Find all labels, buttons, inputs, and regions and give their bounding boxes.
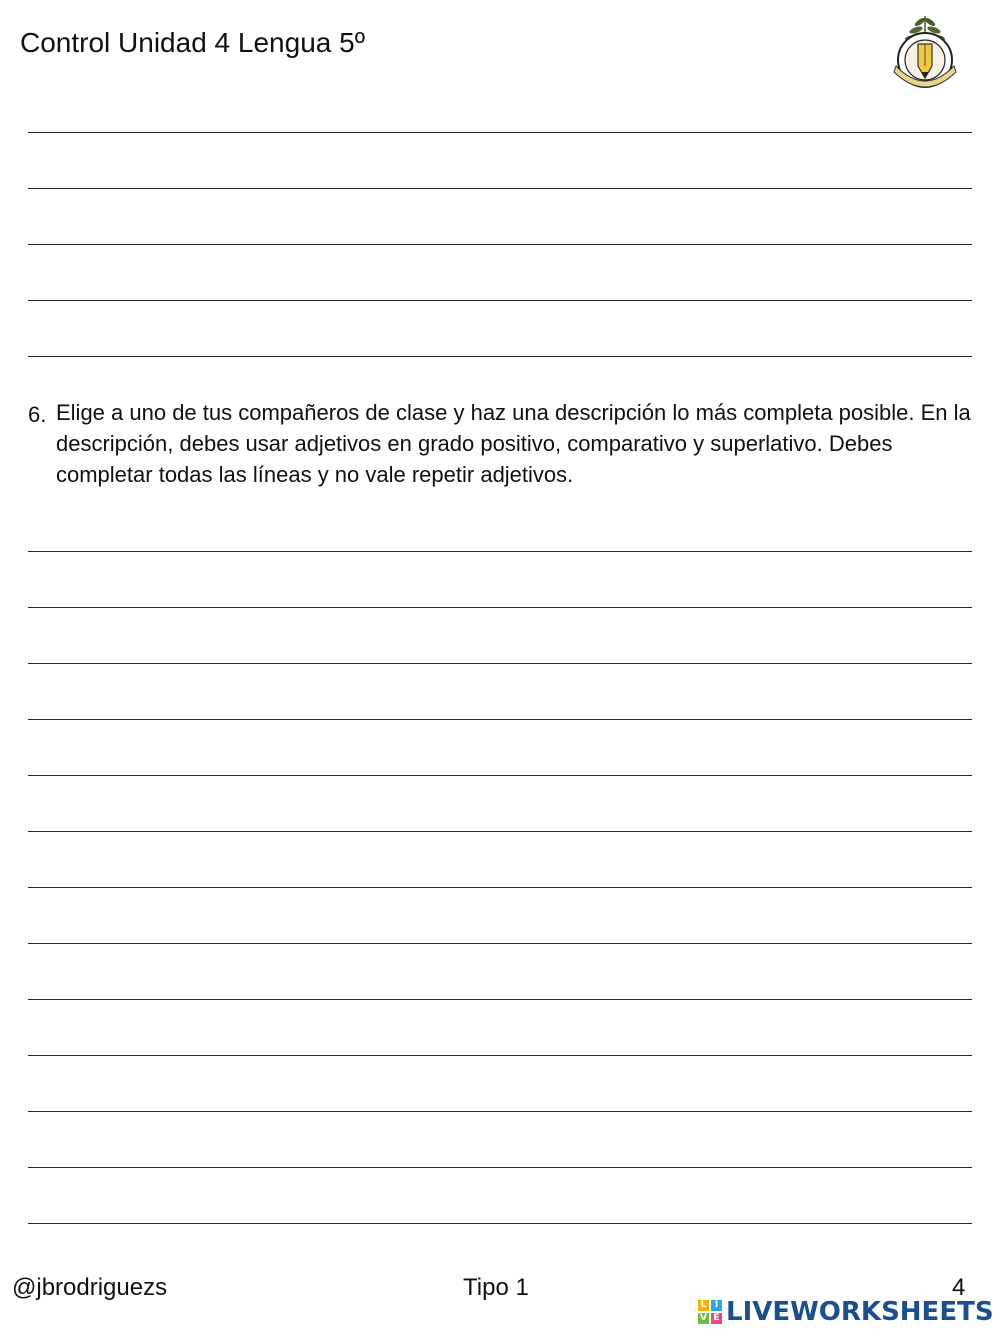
writing-line[interactable] <box>28 719 972 720</box>
writing-line[interactable] <box>28 356 972 357</box>
writing-line[interactable] <box>28 1167 972 1168</box>
logo-block: E <box>711 1313 722 1324</box>
writing-line[interactable] <box>28 775 972 776</box>
worksheet-type: Tipo 1 <box>463 1274 529 1301</box>
writing-line[interactable] <box>28 1223 972 1224</box>
writing-line[interactable] <box>28 1111 972 1112</box>
logo-block: I <box>711 1300 722 1311</box>
page-number: 4 <box>952 1274 966 1301</box>
school-crest-icon <box>890 10 960 92</box>
logo-block: V <box>698 1313 709 1324</box>
liveworksheets-watermark <box>698 1297 994 1327</box>
writing-line[interactable] <box>28 132 972 133</box>
writing-line[interactable] <box>28 607 972 608</box>
writing-line[interactable] <box>28 999 972 1000</box>
watermark-text: LIVEWORKSHEETS <box>726 1297 994 1327</box>
writing-line[interactable] <box>28 244 972 245</box>
author-handle: @jbrodriguezs <box>12 1274 168 1301</box>
question-text: Elige a uno de tus compañeros de clase y haz una descripción lo más completa posible. En la descripción, debes usar adjetivos en grado positivo, comparativo y superlativo. Debes completar todas las líneas y no vale repetir adjetivos. <box>56 400 971 487</box>
writing-line[interactable] <box>28 188 972 189</box>
writing-line[interactable] <box>28 1055 972 1056</box>
writing-line[interactable] <box>28 831 972 832</box>
logo-block: L <box>698 1300 709 1311</box>
writing-line[interactable] <box>28 663 972 664</box>
writing-line[interactable] <box>28 943 972 944</box>
question-number: 6. <box>28 402 47 427</box>
writing-line[interactable] <box>28 887 972 888</box>
liveworksheets-logo-icon <box>698 1300 722 1324</box>
writing-line[interactable] <box>28 551 972 552</box>
page-title: Control Unidad 4 Lengua 5º <box>20 27 365 58</box>
writing-line[interactable] <box>28 300 972 301</box>
